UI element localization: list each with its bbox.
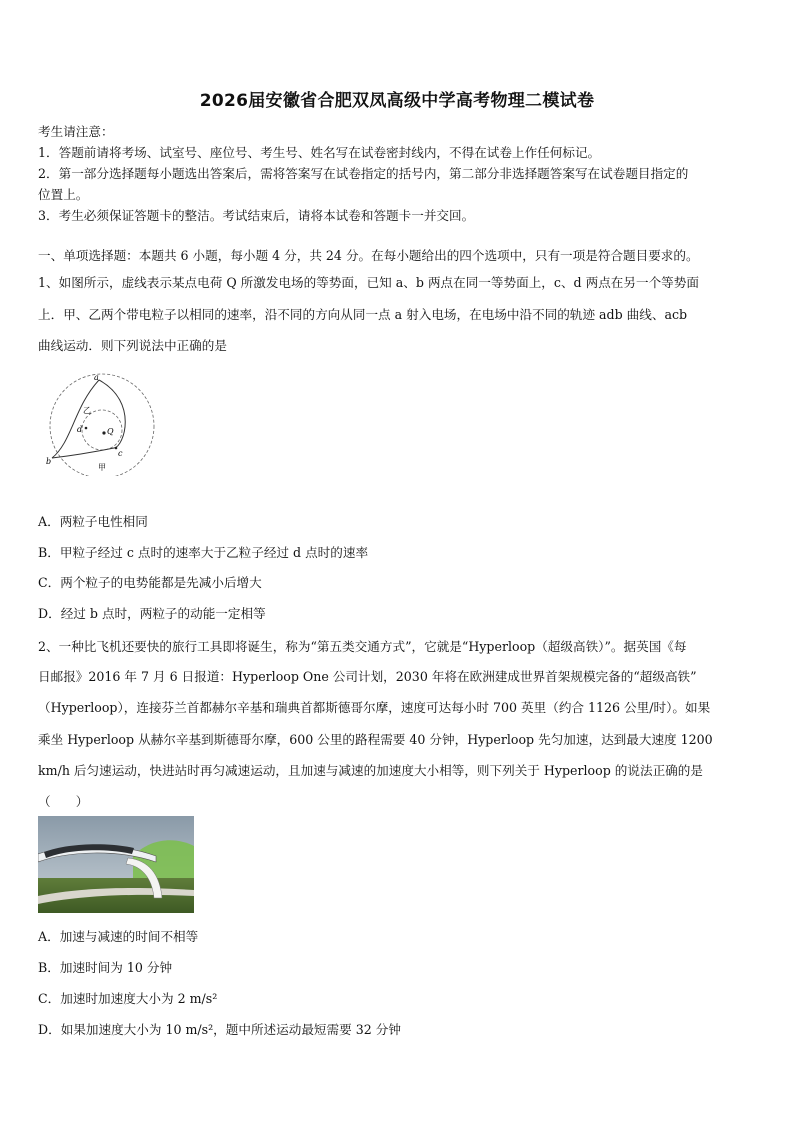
label-c: c bbox=[118, 449, 123, 458]
point-c bbox=[115, 447, 118, 450]
q2-option-a: A．加速与减速的时间不相等 bbox=[38, 929, 199, 944]
label-yi: 乙 bbox=[83, 406, 91, 415]
notice-item-1: 1．答题前请将考场、试室号、座位号、考生号、姓名写在试卷密封线内，不得在试卷上作任何标记。 bbox=[38, 145, 601, 160]
charge-q-point bbox=[102, 431, 105, 434]
inner-equipotential bbox=[82, 410, 122, 450]
label-a: a bbox=[94, 373, 99, 382]
question-2-line-3: （Hyperloop），连接芬兰首都赫尔辛基和瑞典首都斯德哥尔摩，速度可达每小时 700 英里（约合 1126 公里/时）。如果 bbox=[38, 700, 711, 715]
outer-equipotential bbox=[50, 374, 154, 476]
q2-option-b: B．加速时间为 10 分钟 bbox=[38, 960, 173, 975]
question-2-line-1: 2、一种比飞机还要快的旅行工具即将诞生，称为“第五类交通方式”，它就是“Hyperloop（超级高铁）”。据英国《每 bbox=[38, 639, 687, 654]
label-b: b bbox=[46, 457, 52, 466]
trajectory-adb bbox=[52, 380, 99, 458]
point-d bbox=[85, 427, 88, 430]
q2-option-c: C．加速时加速度大小为 2 m/s² bbox=[38, 991, 218, 1006]
q1-option-a: A．两粒子电性相同 bbox=[38, 514, 148, 529]
q1-option-c: C．两个粒子的电势能都是先减小后增大 bbox=[38, 575, 262, 590]
q1-option-d: D．经过 b 点时，两粒子的动能一定相等 bbox=[38, 606, 266, 621]
question-1-line-1: 1、如图所示，虚线表示某点电荷 Q 所激发电场的等势面，已知 a、b 两点在同一等势面上，c、d 两点在另一个等势面 bbox=[38, 275, 699, 290]
q1-option-b: B．甲粒子经过 c 点时的速率大于乙粒子经过 d 点时的速率 bbox=[38, 545, 369, 560]
notice-heading: 考生请注意： bbox=[38, 124, 114, 139]
notice-item-3: 3．考生必须保证答题卡的整洁。考试结束后，请将本试卷和答题卡一并交回。 bbox=[38, 208, 475, 223]
page-title: 2026届安徽省合肥双凤高级中学高考物理二模试卷 bbox=[199, 91, 595, 111]
q2-option-d: D．如果加速度大小为 10 m/s²，题中所述运动最短需要 32 分钟 bbox=[38, 1022, 401, 1037]
label-jia: 甲 bbox=[98, 463, 106, 472]
question-2-line-5: km/h 后匀速运动，快进站时再匀减速运动，且加速与减速的加速度大小相等，则下列关于 Hyperloop 的说法正确的是 bbox=[38, 763, 703, 778]
question-2-line-2: 日邮报》2016 年 7 月 6 日报道：Hyperloop One 公司计划，2030 年将在欧洲建成世界首架规模完备的“超级高铁” bbox=[38, 669, 697, 684]
question-1-line-3: 曲线运动．则下列说法中正确的是 bbox=[38, 338, 227, 353]
label-d: d bbox=[77, 425, 83, 434]
hyperloop-photo bbox=[38, 816, 194, 913]
equipotential-diagram bbox=[44, 372, 158, 476]
label-q: Q bbox=[107, 427, 114, 436]
question-2-line-6: （ ） bbox=[38, 794, 89, 809]
question-2-line-4: 乘坐 Hyperloop 从赫尔辛基到斯德哥尔摩，600 公里的路程需要 40 分钟，Hyperloop 先匀加速，达到最大速度 1200 bbox=[38, 732, 713, 747]
question-1-line-2: 上．甲、乙两个带电粒子以相同的速率，沿不同的方向从同一点 a 射入电场，在电场中沿不同的轨迹 adb 曲线、acb bbox=[38, 307, 688, 322]
notice-item-2-cont: 位置上。 bbox=[38, 187, 89, 202]
notice-item-2: 2．第一部分选择题每小题选出答案后，需将答案写在试卷指定的括号内，第二部分非选择题答案写在试卷题目指定的 bbox=[38, 166, 689, 181]
section-heading: 一、单项选择题：本题共 6 小题，每小题 4 分，共 24 分。在每小题给出的四个选项中，只有一项是符合题目要求的。 bbox=[38, 248, 699, 263]
